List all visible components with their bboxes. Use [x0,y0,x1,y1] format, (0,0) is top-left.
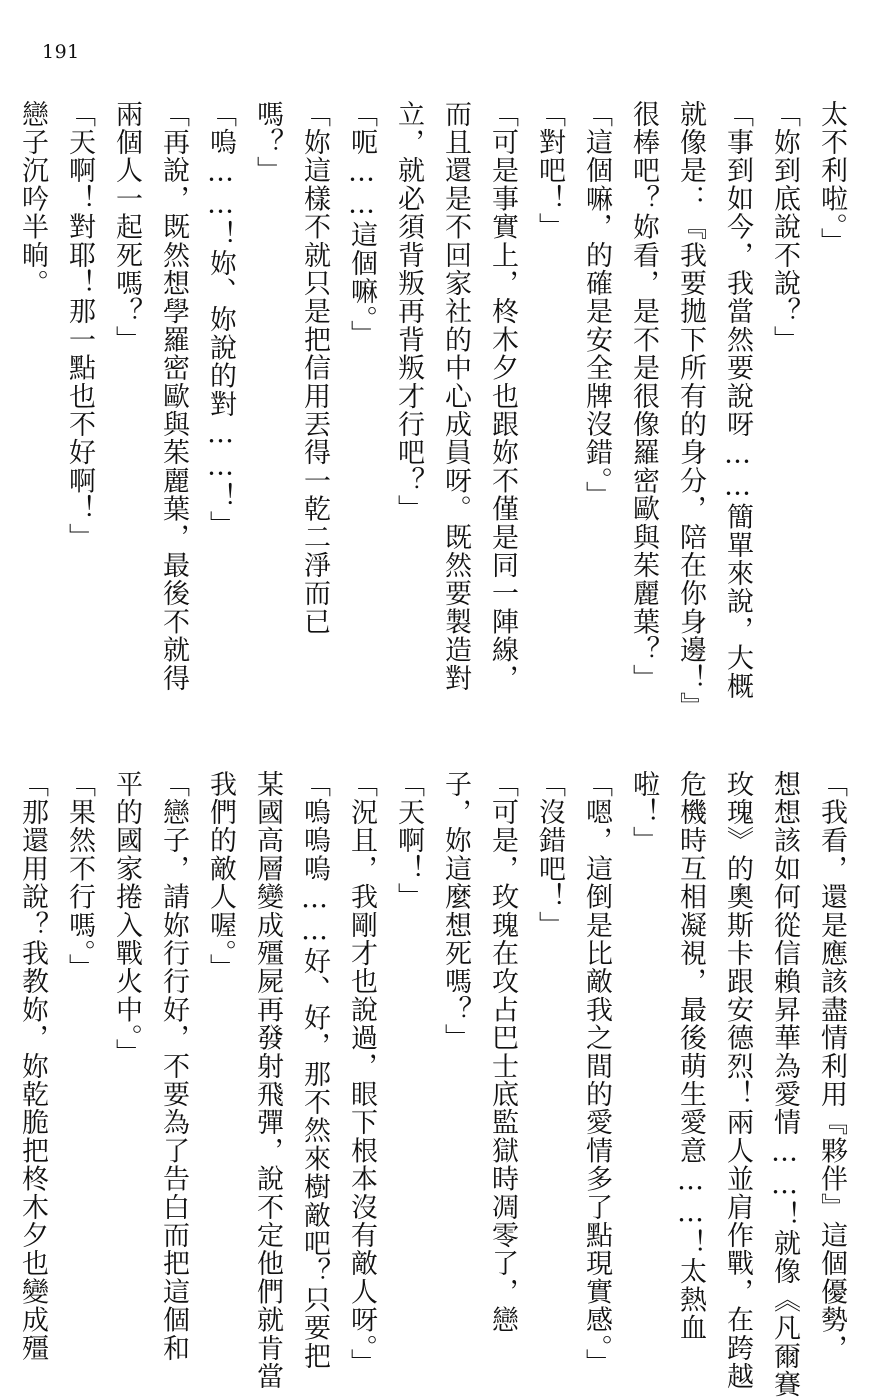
text-line: 「再說，既然想學羅密歐與茱麗葉，最後不就得 [158,100,189,693]
lower-text-block [17,770,855,1398]
text-line: 啦！」 [628,770,659,855]
text-line: 「果然不行嗎。」 [64,770,95,983]
text-line: 「戀子，請妳行行好，不要為了告白而把這個和 [158,770,189,1363]
text-line: 「這個嘛，的確是安全牌沒錯。」 [581,100,612,510]
text-line: 「呃……這個嘛。」 [346,100,377,349]
text-line: 「事到如今，我當然要說呀……簡單來說，大概 [722,100,753,701]
text-line: 「嗚……！妳、妳說的對……！」 [205,100,236,539]
text-line: 子，妳這麼想死嗎？」 [440,770,471,1052]
text-line: 太不利啦。」 [816,100,847,256]
text-line: 平的國家捲入戰火中。」 [111,770,142,1067]
text-line: 兩個人一起死嗎？」 [111,100,142,354]
text-line: 「可是，玫瑰在攻占巴士底監獄時凋零了，戀 [487,770,518,1334]
text-line: 危機時互相凝視，最後萌生愛意……！太熱血 [675,770,706,1342]
text-line: 「嗚嗚嗚……好、好，那不然來樹敵吧？只要把 [299,770,330,1371]
text-line: 「天啊！」 [393,770,424,911]
text-line: 「我看，還是應該盡情利用『夥伴』這個優勢， [816,770,847,1363]
text-line: 「況且，我剛才也說過，眼下根本沒有敵人呀。」 [346,770,377,1377]
text-line: 「沒錯吧！」 [534,770,565,940]
text-line: 「天啊！對耶！那一點也不好啊！」 [64,100,95,552]
upper-text-block [17,100,855,721]
text-line: 而且還是不回家社的中心成員呀。既然要製造對 [440,100,471,693]
text-line: 想想該如何從信賴昇華為愛情……！就像《凡爾賽 [769,770,800,1398]
text-line: 立，就必須背叛再背叛才行吧？」 [393,100,424,523]
text-line: 很棒吧？妳看，是不是很像羅密歐與茱麗葉？」 [628,100,659,693]
page-number: 191 [42,41,80,63]
text-line: 「那還用說？我教妳，妳乾脆把柊木夕也變成殭 [17,770,48,1363]
text-line: 「可是事實上，柊木夕也跟妳不僅是同一陣線， [487,100,518,693]
text-line: 「妳到底說不說？」 [769,100,800,354]
text-line: 某國高層變成殭屍再發射飛彈，說不定他們就肯當 [252,770,283,1391]
text-line: 就像是：『我要拋下所有的身分，陪在你身邊！』 [675,100,706,721]
text-line: 戀子沉吟半晌。 [17,100,48,298]
text-line: 玫瑰》的奧斯卡跟安德烈！兩人並肩作戰，在跨越 [722,770,753,1391]
text-line: 嗎？」 [252,100,283,185]
text-line: 「對吧！」 [534,100,565,241]
text-line: 「嗯，這倒是比敵我之間的愛情多了點現實感。」 [581,770,612,1377]
text-line: 我們的敵人喔。」 [205,770,236,983]
text-line: 「妳這樣不就只是把信用丟得一乾二淨而已 [299,100,330,636]
